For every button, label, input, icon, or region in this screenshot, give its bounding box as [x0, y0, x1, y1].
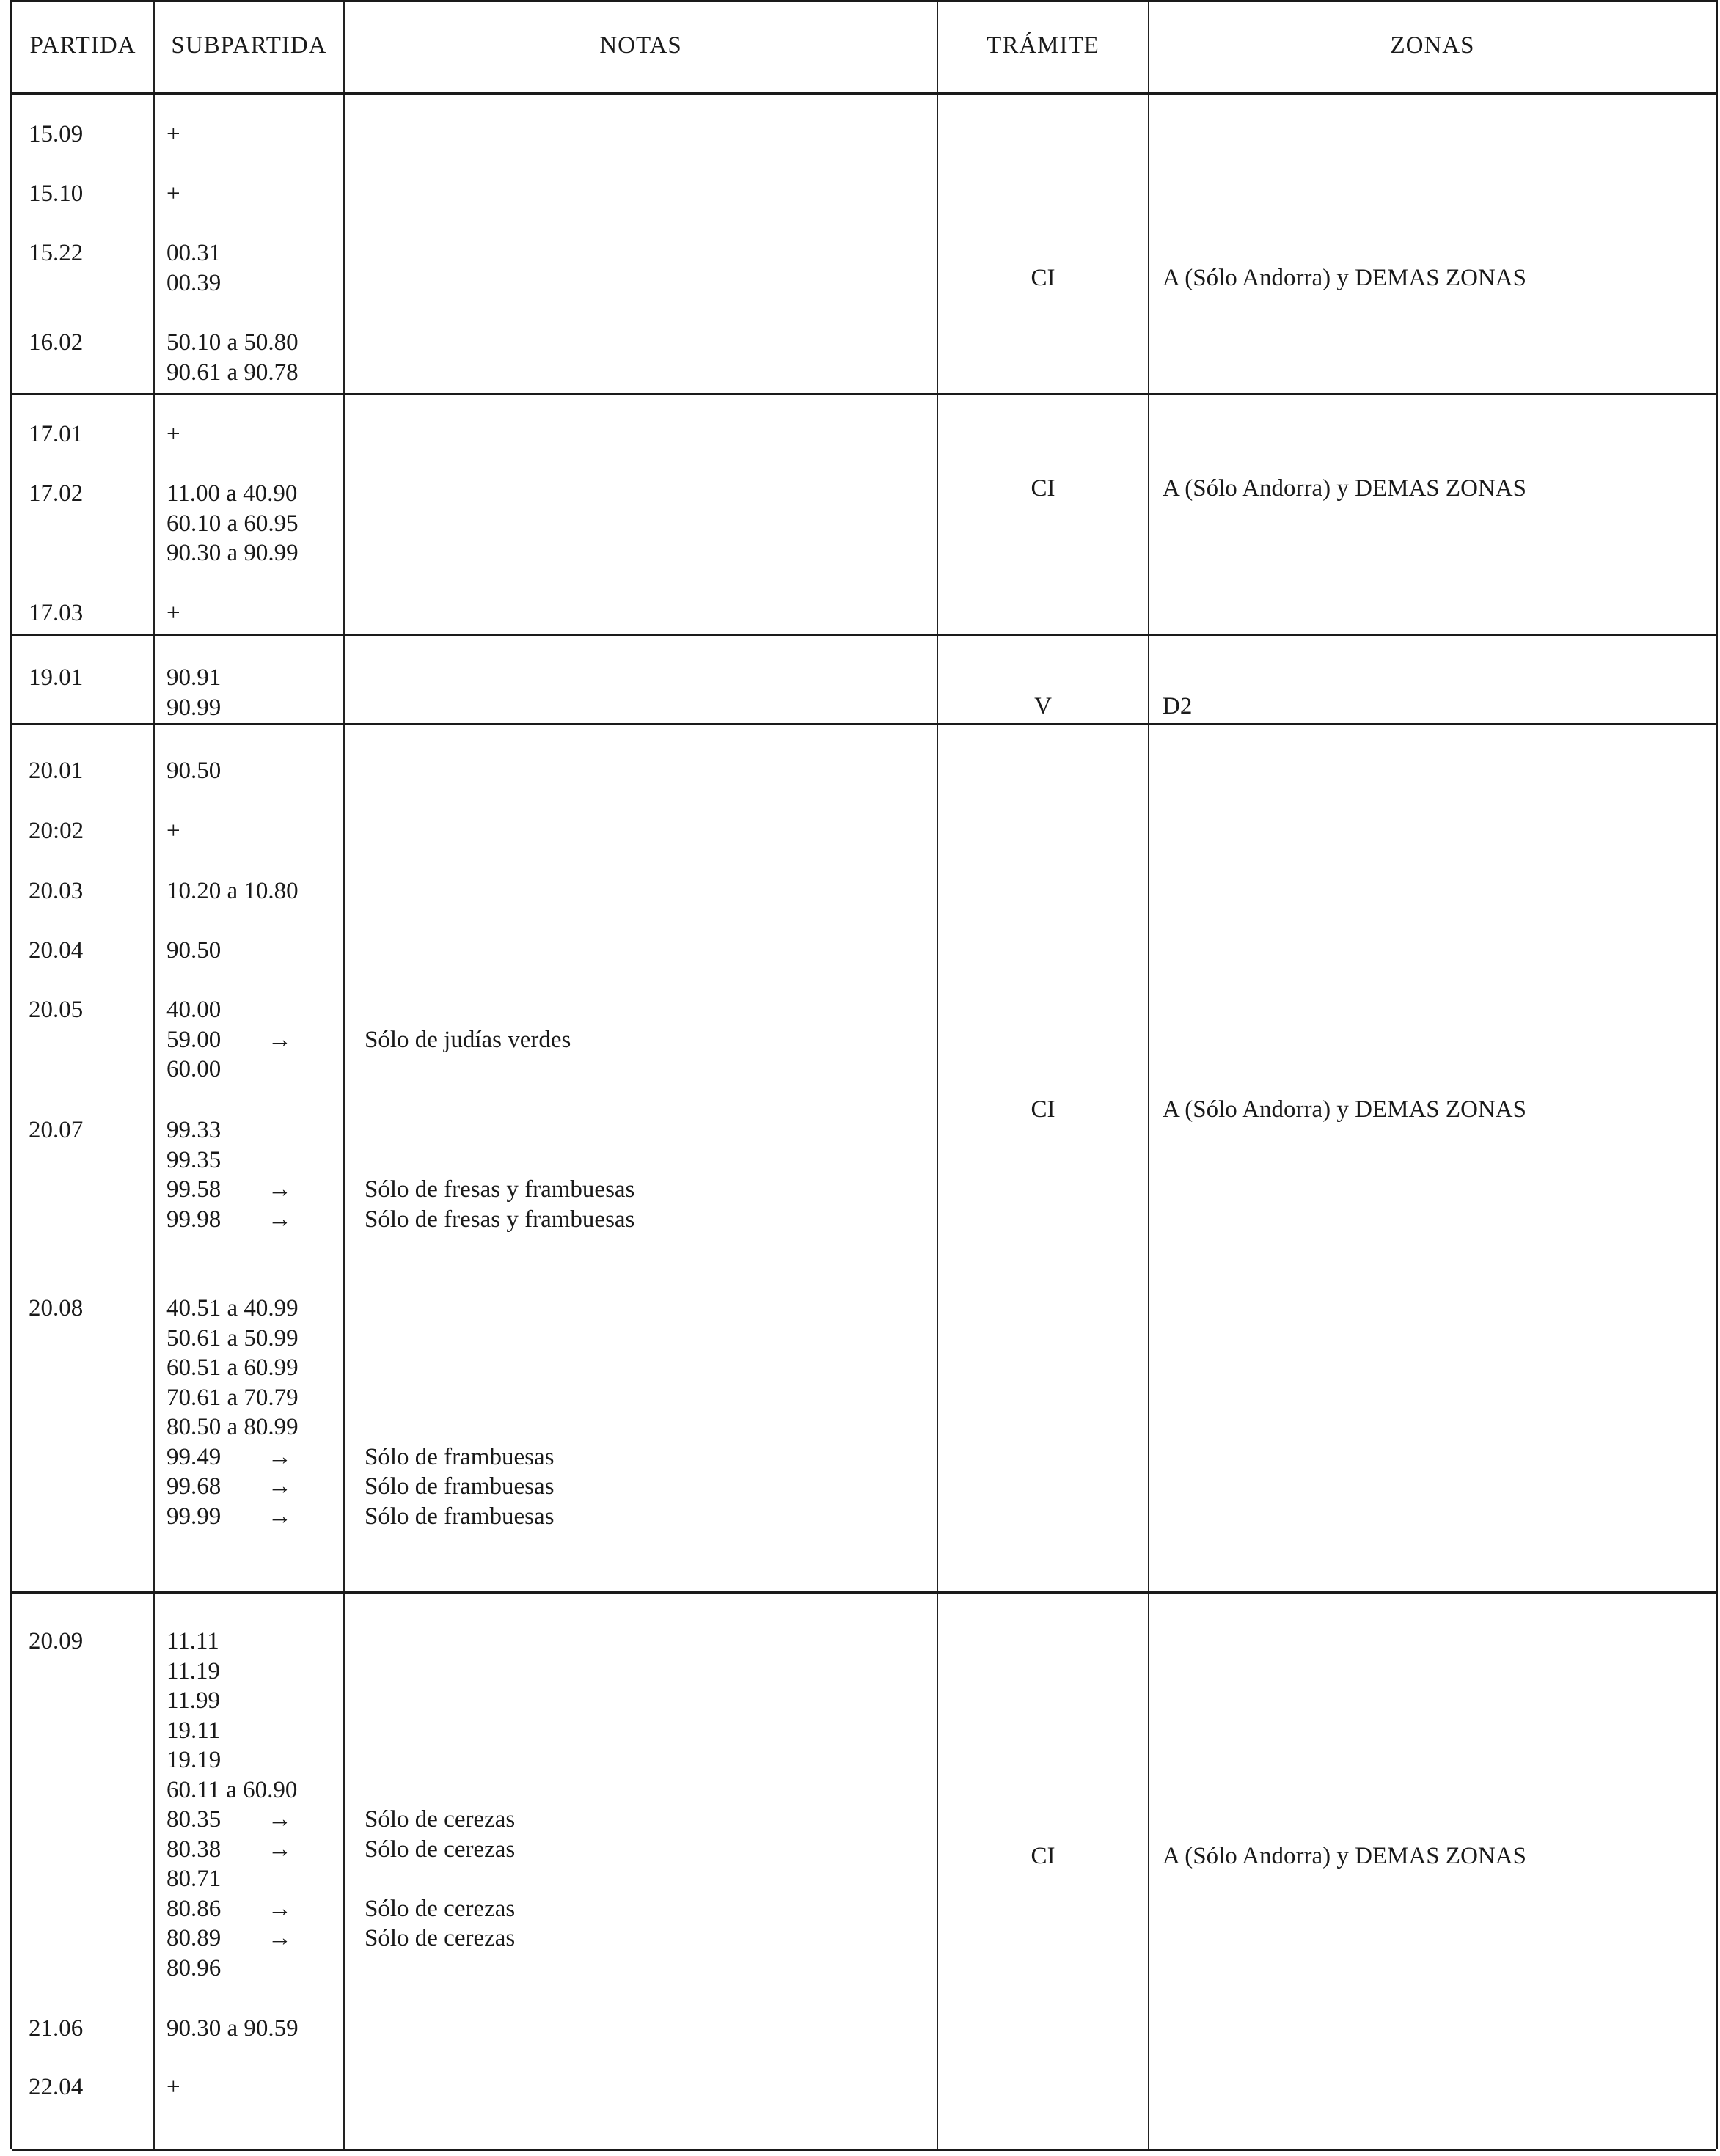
arrow-icon: → — [268, 1443, 292, 1470]
header-subpartida: SUBPARTIDA — [171, 32, 327, 59]
col-divider-notas — [937, 0, 938, 2149]
partida-cell: 15.09 — [29, 121, 84, 147]
subpartida-cell: 99.33 — [166, 1117, 222, 1143]
col-divider-tramite — [1148, 0, 1149, 2149]
subpartida-cell: 60.10 a 60.95 — [166, 510, 299, 537]
block-bottom-border — [12, 2149, 1716, 2151]
partida-cell: 22.04 — [29, 2074, 84, 2100]
partida-cell: 20.07 — [29, 1117, 84, 1143]
subpartida-cell: 10.20 a 10.80 — [166, 878, 299, 904]
subpartida-cell: + — [166, 600, 180, 626]
subpartida-cell: 99.68 — [166, 1473, 222, 1500]
subpartida-cell: 60.00 — [166, 1056, 222, 1082]
subpartida-cell: 90.50 — [166, 758, 222, 784]
arrow-icon: → — [268, 1806, 292, 1833]
arrow-icon: → — [268, 1925, 292, 1951]
header-bottom-border — [12, 92, 1716, 95]
partida-cell: 20.09 — [29, 1628, 84, 1654]
block-bottom-border — [12, 634, 1716, 636]
subpartida-cell: + — [166, 2074, 180, 2100]
subpartida-cell: 11.00 a 40.90 — [166, 480, 298, 507]
zonas-cell: D2 — [1163, 693, 1193, 719]
arrow-icon: → — [268, 1836, 292, 1863]
subpartida-cell: 19.19 — [166, 1747, 222, 1773]
nota-cell: Sólo de cerezas — [365, 1806, 516, 1833]
block-bottom-border — [12, 393, 1716, 395]
subpartida-cell: 59.00 — [166, 1026, 222, 1053]
nota-cell: Sólo de judías verdes — [365, 1026, 571, 1053]
partida-cell: 17.01 — [29, 421, 84, 447]
partida-cell: 17.02 — [29, 480, 84, 507]
subpartida-cell: 99.35 — [166, 1146, 222, 1173]
partida-cell: 19.01 — [29, 664, 84, 691]
nota-cell: Sólo de frambuesas — [365, 1443, 555, 1470]
zonas-cell: A (Sólo Andorra) y DEMAS ZONAS — [1163, 264, 1526, 291]
header-zonas: ZONAS — [1390, 32, 1475, 59]
subpartida-cell: 40.00 — [166, 997, 222, 1023]
tramite-cell: CI — [1031, 475, 1055, 502]
partida-cell: 20.08 — [29, 1295, 84, 1321]
header-partida: PARTIDA — [29, 32, 136, 59]
subpartida-cell: 50.10 a 50.80 — [166, 329, 299, 356]
tramite-cell: V — [1034, 693, 1052, 719]
partida-cell: 17.03 — [29, 600, 84, 626]
subpartida-cell: + — [166, 121, 180, 147]
subpartida-cell: 80.96 — [166, 1954, 222, 1981]
tramite-cell: CI — [1031, 1096, 1055, 1123]
nota-cell: Sólo de cerezas — [365, 1895, 516, 1922]
tramite-cell: CI — [1031, 264, 1055, 291]
subpartida-cell: 00.31 — [166, 240, 222, 266]
subpartida-cell: 90.30 a 90.99 — [166, 540, 299, 566]
tramite-cell: CI — [1031, 1843, 1055, 1869]
subpartida-cell: 99.49 — [166, 1443, 222, 1470]
subpartida-cell: 19.11 — [166, 1717, 221, 1744]
arrow-icon: → — [268, 1473, 292, 1500]
subpartida-cell: 80.35 — [166, 1806, 222, 1833]
partida-cell: 20.03 — [29, 878, 84, 904]
subpartida-cell: 80.86 — [166, 1895, 222, 1922]
subpartida-cell: 11.11 — [166, 1628, 219, 1654]
nota-cell: Sólo de fresas y frambuesas — [365, 1206, 635, 1233]
zonas-cell: A (Sólo Andorra) y DEMAS ZONAS — [1163, 1096, 1526, 1123]
subpartida-cell: 90.50 — [166, 937, 222, 964]
nota-cell: Sólo de fresas y frambuesas — [365, 1176, 635, 1203]
arrow-icon: → — [268, 1176, 292, 1203]
subpartida-cell: 99.58 — [166, 1176, 222, 1203]
subpartida-cell: 80.38 — [166, 1836, 222, 1863]
nota-cell: Sólo de frambuesas — [365, 1473, 555, 1500]
arrow-icon: → — [268, 1895, 292, 1922]
subpartida-cell: 90.91 — [166, 664, 222, 691]
col-divider-partida — [153, 0, 155, 2149]
subpartida-cell: 99.99 — [166, 1503, 222, 1530]
arrow-icon: → — [268, 1503, 292, 1530]
arrow-icon: → — [268, 1206, 292, 1233]
subpartida-cell: 11.19 — [166, 1657, 221, 1684]
partida-cell: 15.22 — [29, 240, 84, 266]
block-bottom-border — [12, 723, 1716, 725]
partida-cell: 20:02 — [29, 818, 84, 844]
subpartida-cell: 80.89 — [166, 1925, 222, 1951]
partida-cell: 20.04 — [29, 937, 84, 964]
subpartida-cell: 90.61 a 90.78 — [166, 359, 299, 386]
tariff-table — [10, 0, 1718, 2149]
col-divider-subpartida — [343, 0, 345, 2149]
subpartida-cell: 50.61 a 50.99 — [166, 1324, 299, 1352]
subpartida-cell: 00.39 — [166, 269, 222, 296]
zonas-cell: A (Sólo Andorra) y DEMAS ZONAS — [1163, 1843, 1526, 1869]
subpartida-cell: 70.61 a 70.79 — [166, 1384, 299, 1411]
subpartida-cell: 90.30 a 90.59 — [166, 2015, 299, 2042]
block-bottom-border — [12, 1591, 1716, 1594]
partida-cell: 21.06 — [29, 2015, 84, 2042]
nota-cell: Sólo de cerezas — [365, 1836, 516, 1863]
header-tramite: TRÁMITE — [987, 32, 1099, 59]
header-notas: NOTAS — [599, 32, 682, 59]
subpartida-cell: + — [166, 421, 180, 447]
subpartida-cell: 80.71 — [166, 1866, 222, 1892]
nota-cell: Sólo de frambuesas — [365, 1503, 555, 1530]
partida-cell: 20.05 — [29, 997, 84, 1023]
partida-cell: 20.01 — [29, 758, 84, 784]
subpartida-cell: + — [166, 180, 180, 207]
subpartida-cell: 11.99 — [166, 1687, 221, 1714]
subpartida-cell: 99.98 — [166, 1206, 222, 1233]
zonas-cell: A (Sólo Andorra) y DEMAS ZONAS — [1163, 475, 1526, 502]
partida-cell: 16.02 — [29, 329, 84, 356]
subpartida-cell: 40.51 a 40.99 — [166, 1295, 299, 1321]
subpartida-cell: 60.11 a 60.90 — [166, 1776, 298, 1803]
subpartida-cell: 60.51 a 60.99 — [166, 1354, 299, 1381]
subpartida-cell: 80.50 a 80.99 — [166, 1414, 299, 1440]
subpartida-cell: + — [166, 818, 180, 844]
nota-cell: Sólo de cerezas — [365, 1925, 516, 1951]
arrow-icon: → — [268, 1026, 292, 1053]
subpartida-cell: 90.99 — [166, 694, 222, 721]
partida-cell: 15.10 — [29, 180, 84, 207]
